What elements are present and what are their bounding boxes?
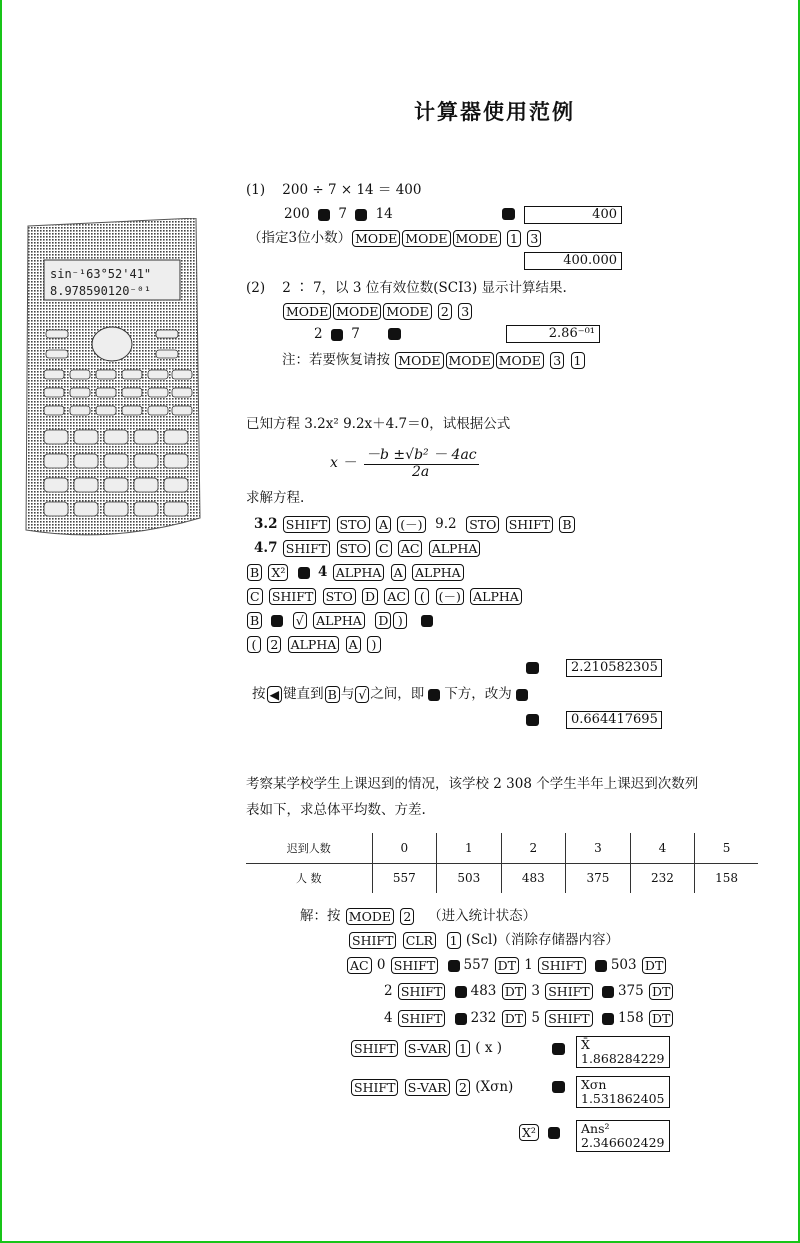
sto-key: STO [323, 588, 356, 605]
s-var-key: S-VAR [405, 1079, 450, 1096]
table-row-label: 迟到人数 [246, 833, 372, 863]
variance-display [576, 1120, 670, 1152]
plus-key-icon [428, 689, 440, 701]
key-1: 1 [507, 230, 521, 247]
ex1-key-7: 7 [338, 206, 347, 222]
shift-key: SHIFT [545, 983, 592, 1000]
equals-key-icon [388, 328, 401, 340]
table-cell: 2 [501, 833, 566, 863]
ex4-mean-line [350, 1038, 502, 1058]
value-0: 0 [376, 957, 386, 973]
s-var-key: S-VAR [405, 1040, 450, 1057]
ex4-data-line3 [384, 1008, 674, 1028]
mode-key: MODE [402, 230, 450, 247]
mode-key: MODE [453, 230, 501, 247]
shift-key: SHIFT [545, 1010, 592, 1027]
table-row-label: 人 数 [296, 872, 322, 886]
equals-key-icon [548, 1127, 560, 1139]
lateness-table [246, 833, 758, 893]
c-key: C [376, 540, 392, 557]
d-key: D [375, 612, 391, 629]
multiply-key-icon [355, 209, 367, 221]
table-cell: 4 [630, 833, 695, 863]
key-2: 2 [456, 1079, 470, 1096]
shift-key: SHIFT [398, 1010, 445, 1027]
shift-key: SHIFT [283, 516, 330, 533]
edit-text-c: 与 [340, 686, 355, 702]
sd-display [576, 1076, 670, 1108]
count-557: 557 [463, 957, 490, 973]
formula-numerator: －b ±√b² － 4ac [364, 444, 479, 465]
shift-key: SHIFT [351, 1040, 398, 1057]
formula-lhs: x － [330, 455, 357, 471]
ex2-key-2: 2 [314, 326, 323, 342]
shift-key: SHIFT [351, 1079, 398, 1096]
ex3-keys-line1 [254, 514, 576, 534]
key-2: 2 [438, 303, 452, 320]
ex4-sol-line [300, 906, 536, 926]
a-key: A [346, 636, 361, 653]
ex2-keys [314, 324, 360, 344]
scl-note: (Scl)（消除存储器内容） [465, 932, 620, 948]
dt-key: DT [502, 983, 526, 1000]
ex2-mode-line [282, 301, 473, 321]
dt-key: DT [642, 957, 666, 974]
minus-key-icon [298, 567, 310, 579]
negative-key: (－) [397, 516, 425, 533]
ex3-keys-line6 [246, 634, 382, 654]
count-158: 158 [617, 1010, 644, 1026]
ac-key: AC [347, 957, 372, 974]
dt-key: DT [649, 983, 673, 1000]
ex2-line [246, 278, 567, 298]
right-paren-key: ) [393, 612, 407, 629]
alpha-key: ALPHA [288, 636, 340, 653]
sto-key: STO [466, 516, 499, 533]
key-3: 3 [527, 230, 541, 247]
ex1-number: (1) [246, 182, 266, 198]
dt-key: DT [649, 1010, 673, 1027]
shift-key: SHIFT [538, 957, 585, 974]
ex1-display: 400 [524, 206, 622, 224]
ac-key: AC [398, 540, 423, 557]
table-cell: 3 [566, 833, 631, 863]
mode-key: MODE [283, 303, 331, 320]
semicolon-key-icon [455, 1013, 467, 1025]
alpha-key: ALPHA [429, 540, 481, 557]
value-5: 5 [531, 1010, 540, 1026]
table-row [246, 833, 758, 863]
key-2: 2 [400, 908, 414, 925]
ex1-expression: 200 ÷ 7 × 14 ＝ 400 [282, 182, 422, 198]
shift-key: SHIFT [391, 957, 438, 974]
semicolon-key-icon [602, 986, 614, 998]
mode-key: MODE [333, 303, 381, 320]
table-cell: 5 [695, 833, 758, 863]
sol-label: 解：按 [300, 908, 341, 924]
sqrt-key: √ [293, 612, 307, 629]
semicolon-key-icon [602, 1013, 614, 1025]
table-cell: 0 [372, 833, 437, 863]
mean-display [576, 1036, 670, 1068]
edit-text-e: 下方，改为 [444, 686, 512, 702]
ex4-intro1: 考察某学校学生上课迟到的情况，该学校 2 308 个学生半年上课迟到次数列 [246, 776, 699, 792]
negative-key: (－) [436, 588, 464, 605]
equals-key-icon [552, 1043, 565, 1055]
ex3-keys-line5 [246, 610, 437, 630]
alpha-key: ALPHA [470, 588, 522, 605]
ex1-mode-line [248, 228, 542, 248]
formula-denominator: 2a [412, 464, 430, 480]
sd-display-label: Xσn [581, 1077, 607, 1092]
sd-note: (Xσn) [475, 1079, 514, 1095]
shift-key: SHIFT [349, 932, 396, 949]
equals-key-icon [502, 208, 515, 220]
shift-key: SHIFT [506, 516, 553, 533]
shift-key: SHIFT [283, 540, 330, 557]
calc-screen-line1: sin⁻¹63°52'41" [50, 267, 152, 281]
divide-key-icon [318, 209, 330, 221]
mode-key: MODE [346, 908, 394, 925]
key-3: 3 [458, 303, 472, 320]
num-4: 4 [318, 564, 328, 580]
ex2-note-line [282, 350, 586, 370]
shift-key: SHIFT [398, 983, 445, 1000]
key-1: 1 [456, 1040, 470, 1057]
alpha-key: ALPHA [412, 564, 464, 581]
num-9-2: 9.2 [435, 516, 457, 532]
right-paren-key: ) [367, 636, 381, 653]
edit-text-a: 按 [252, 686, 266, 702]
ex3-keys-line2 [254, 538, 481, 558]
semicolon-key-icon [455, 986, 467, 998]
sto-key: STO [337, 540, 370, 557]
left-arrow-key-icon: ◀ [267, 686, 283, 703]
ex1-key-14: 14 [375, 206, 393, 222]
left-paren-key: ( [247, 636, 261, 653]
semicolon-key-icon [448, 960, 460, 972]
mode-key: MODE [496, 352, 544, 369]
alpha-key: ALPHA [313, 612, 365, 629]
enter-stat-note: （进入统计状态） [428, 908, 537, 924]
minus-key-icon [516, 689, 528, 701]
clr-key: CLR [403, 932, 436, 949]
alpha-key: ALPHA [333, 564, 385, 581]
a-key: A [391, 564, 406, 581]
ex4-data-line2 [384, 981, 674, 1001]
table-cell: 1 [437, 833, 502, 863]
edit-text-d: 之间，即 [370, 686, 425, 702]
table-cell: 232 [630, 863, 695, 893]
mode-key: MODE [383, 303, 431, 320]
ex2-text: 2 ∶ 7，以 3 位有效位数(SCI3) 显示计算结果. [282, 280, 567, 296]
ex3-edit-line [252, 684, 532, 704]
x-squared-key: X² [268, 564, 288, 581]
value-2: 2 [384, 983, 393, 999]
calc-screen-line2: 8.978590120⁻⁰¹ [50, 284, 152, 298]
key-1: 1 [571, 352, 585, 369]
table-cell: 375 [566, 863, 631, 893]
equals-key-icon [552, 1081, 565, 1093]
b-key: B [247, 564, 262, 581]
mean-display-label: X̄ [581, 1037, 590, 1052]
dt-key: DT [502, 1010, 526, 1027]
plus-key-icon [271, 615, 283, 627]
sd-display-value: 1.531862405 [581, 1091, 665, 1106]
key-2: 2 [267, 636, 281, 653]
dt-key: DT [495, 957, 519, 974]
key-1: 1 [447, 932, 461, 949]
ex3-intro: 已知方程 3.2x² 9.2x＋4.7＝0，试根据公式 [246, 416, 511, 432]
ex2-display: 2.86⁻⁰¹ [506, 325, 600, 343]
mode-key: MODE [395, 352, 443, 369]
count-503: 503 [610, 957, 637, 973]
ex3-display2: 0.664417695 [566, 711, 662, 729]
ex1-keys [284, 204, 393, 224]
shift-key: SHIFT [269, 588, 316, 605]
page-title: 计算器使用范例 [414, 100, 575, 124]
ex2-note: 注：若要恢复请按 [282, 352, 390, 368]
ratio-key-icon [331, 329, 343, 341]
x-squared-key: X² [519, 1124, 539, 1141]
ex1-note: （指定3位小数） [248, 230, 352, 246]
variance-display-label: Ans² [581, 1121, 610, 1136]
ex3-keys-line3 [246, 562, 465, 582]
value-3: 3 [531, 983, 540, 999]
d-key: D [362, 588, 378, 605]
ex3-solve: 求解方程. [246, 490, 305, 506]
semicolon-key-icon [595, 960, 607, 972]
calculator-illustration [22, 218, 202, 540]
ex2-key-7: 7 [351, 326, 360, 342]
sto-key: STO [337, 516, 370, 533]
left-paren-key: ( [415, 588, 429, 605]
ex1-line [246, 180, 421, 200]
mode-key: MODE [446, 352, 494, 369]
count-232: 232 [470, 1010, 497, 1026]
ex3-display1: 2.210582305 [566, 659, 662, 677]
equals-key-icon [526, 662, 539, 674]
mean-display-value: 1.868284229 [581, 1051, 665, 1066]
table-cell: 557 [372, 863, 437, 893]
b-key: B [247, 612, 262, 629]
equals-key-icon [526, 714, 539, 726]
mode-key: MODE [352, 230, 400, 247]
ex1-key-200: 200 [284, 206, 310, 222]
ex4-intro2: 表如下，求总体平均数、方差. [246, 802, 426, 818]
ac-key: AC [384, 588, 409, 605]
table-row [246, 863, 758, 893]
divide-key-icon [421, 615, 433, 627]
table-cell: 503 [437, 863, 502, 893]
sqrt-key: √ [355, 686, 369, 703]
b-key: B [325, 686, 340, 703]
table-cell: 483 [501, 863, 566, 893]
x-mean-note: ( x ) [475, 1040, 502, 1056]
b-key: B [559, 516, 574, 533]
key-3: 3 [550, 352, 564, 369]
num-3-2: 3.2 [254, 516, 278, 532]
table-cell: 158 [695, 863, 758, 893]
ex4-clr-line [348, 930, 619, 950]
ex4-variance-line [518, 1122, 564, 1142]
ex1-display2: 400.000 [524, 252, 622, 270]
num-4-7: 4.7 [254, 540, 278, 556]
ex3-keys-line4 [246, 586, 523, 606]
count-483: 483 [470, 983, 497, 999]
variance-display-value: 2.346602429 [581, 1135, 665, 1150]
count-375: 375 [617, 983, 644, 999]
value-4: 4 [384, 1010, 393, 1026]
edit-text-b: 键直到 [283, 686, 324, 702]
value-1: 1 [524, 957, 533, 973]
ex2-number: (2) [246, 280, 266, 296]
c-key: C [247, 588, 263, 605]
a-key: A [376, 516, 391, 533]
ex4-data-line1 [346, 955, 667, 975]
ex4-sd-line [350, 1077, 513, 1097]
